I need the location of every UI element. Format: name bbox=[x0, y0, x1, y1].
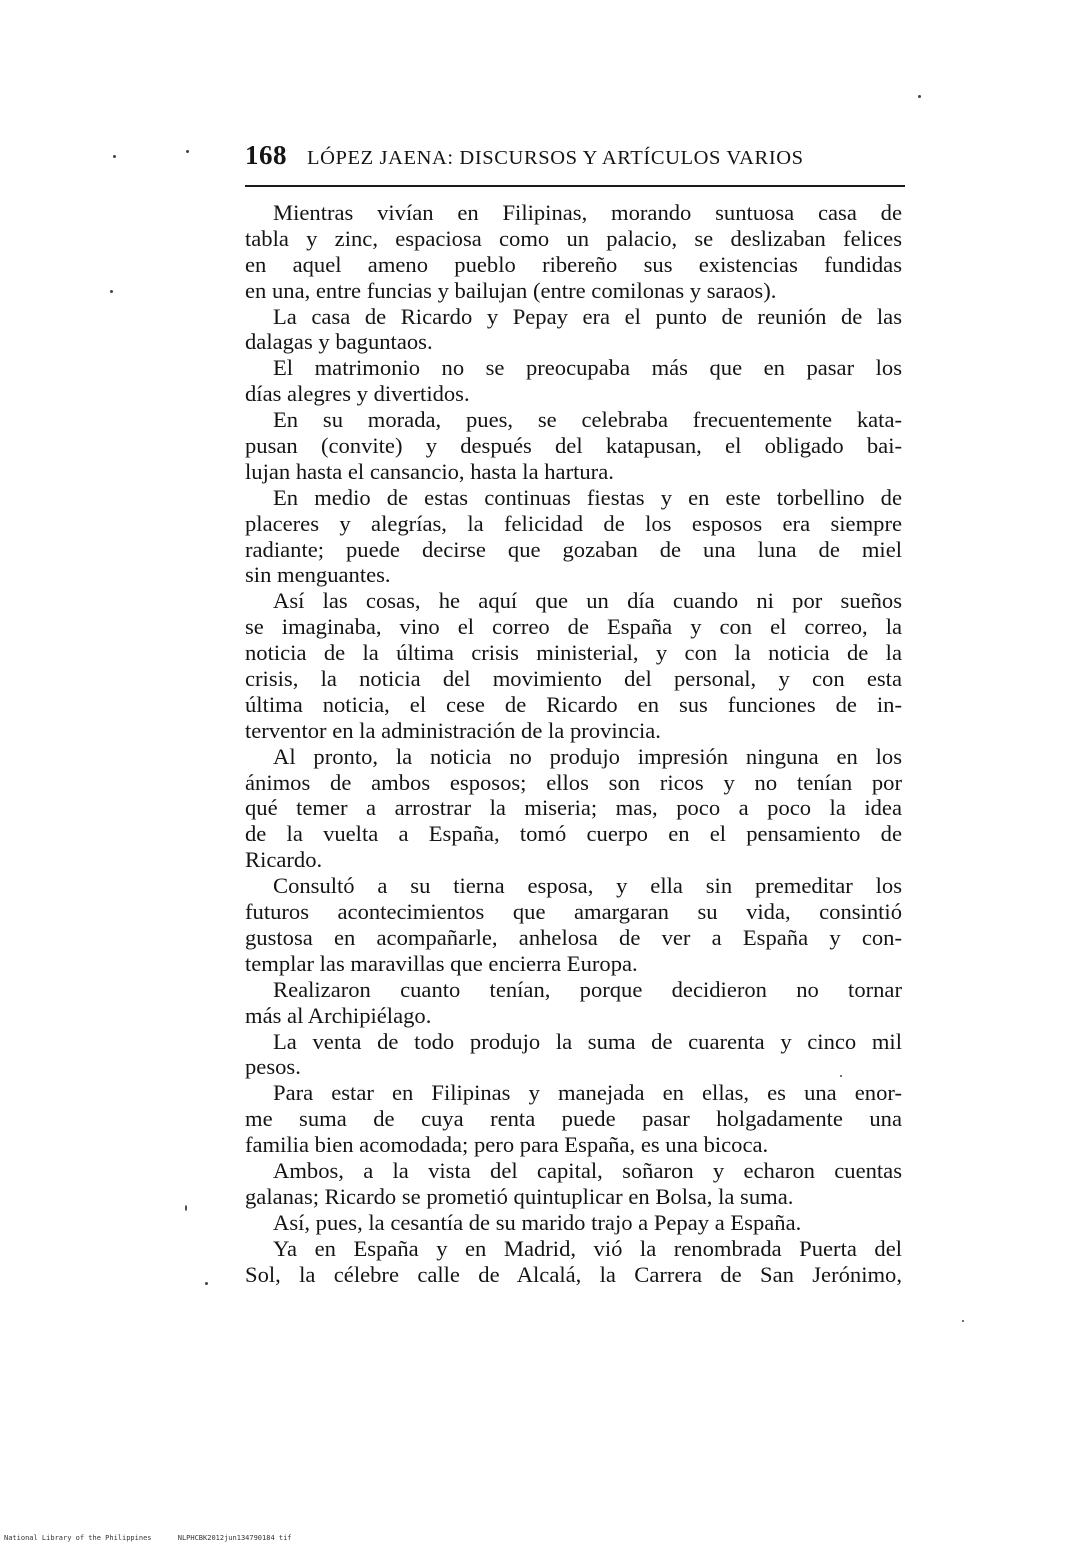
running-head: LÓPEZ JAENA: DISCURSOS Y ARTÍCULOS VARIOS bbox=[307, 147, 804, 169]
text-line: En su morada, pues, se celebraba frecuentemente kata- bbox=[273, 407, 902, 433]
scan-footer bbox=[4, 1534, 314, 1542]
text-line: me suma de cuya renta puede pasar holgadamente una bbox=[245, 1106, 902, 1132]
text-line: Ya en España y en Madrid, vió la renombrada Puerta del bbox=[273, 1235, 902, 1261]
text-line: Al pronto, la noticia no produjo impresión ninguna en los bbox=[273, 743, 902, 769]
text-line: lujan hasta el cansancio, hasta la hartura. bbox=[245, 458, 614, 484]
library-credit: National Library of the Philippines bbox=[4, 1534, 152, 1542]
text-line: futuros acontecimientos que amargaran su vida, consintió bbox=[245, 899, 902, 925]
text-line: Así las cosas, he aquí que un día cuando ni por sueños bbox=[273, 588, 902, 614]
text-line: se imaginaba, vino el correo de España y con el correo, la bbox=[245, 614, 902, 640]
text-line: Consultó a su tierna esposa, y ella sin premeditar los bbox=[273, 873, 902, 899]
text-line: Realizaron cuanto tenían, porque decidieron no tornar bbox=[273, 976, 902, 1002]
text-line: en una, entre funcias y bailujan (entre comilonas y saraos). bbox=[245, 277, 777, 303]
page-header bbox=[245, 140, 905, 187]
text-line: ánimos de ambos esposos; ellos son ricos y no tenían por bbox=[245, 769, 902, 795]
text-line: radiante; puede decirse que gozaban de una luna de miel bbox=[245, 536, 902, 562]
scan-speck bbox=[110, 290, 113, 293]
scan-speck bbox=[918, 95, 921, 98]
text-line: dalagas y baguntaos. bbox=[245, 329, 433, 355]
text-line: Sol, la célebre calle de Alcalá, la Carrera de San Jerónimo, bbox=[245, 1261, 902, 1287]
text-line: de la vuelta a España, tomó cuerpo en el pensamiento de bbox=[245, 821, 902, 847]
text-line: terventor en la administración de la provincia. bbox=[245, 717, 661, 743]
text-line: La casa de Ricardo y Pepay era el punto de reunión de las bbox=[273, 303, 902, 329]
page-number: 168 bbox=[245, 140, 287, 170]
scan-speck bbox=[185, 1205, 187, 1211]
scan-speck bbox=[962, 1320, 964, 1322]
text-line: Mientras vivían en Filipinas, morando suntuosa casa de bbox=[273, 200, 902, 225]
text-line: gustosa en acompañarle, anhelosa de ver a España y con- bbox=[245, 924, 902, 950]
text-line: templar las maravillas que encierra Europa. bbox=[245, 950, 638, 976]
scan-speck bbox=[186, 150, 189, 153]
text-line: en aquel ameno pueblo ribereño sus existencias fundidas bbox=[245, 251, 902, 277]
text-line: pusan (convite) y después del katapusan, el obligado bai- bbox=[245, 433, 902, 459]
text-line: Para estar en Filipinas y manejada en ellas, es una enor- bbox=[273, 1080, 902, 1106]
text-line: sin menguantes. bbox=[245, 562, 391, 588]
scan-speck bbox=[113, 155, 116, 158]
text-line: última noticia, el cese de Ricardo en sus funciones de in- bbox=[245, 691, 902, 717]
text-line: galanas; Ricardo se prometió quintuplicar en Bolsa, la suma. bbox=[245, 1183, 794, 1209]
text-line: En medio de estas continuas fiestas y en este torbellino de bbox=[273, 484, 902, 510]
body-text bbox=[245, 200, 902, 1287]
text-line: días alegres y divertidos. bbox=[245, 381, 470, 407]
scan-speck bbox=[840, 1075, 842, 1077]
text-line: Ricardo. bbox=[245, 847, 323, 873]
text-line: noticia de la última crisis ministerial, y con la noticia de la bbox=[245, 640, 902, 666]
text-line: más al Archipiélago. bbox=[245, 1002, 432, 1028]
text-line: Así, pues, la cesantía de su marido trajo a Pepay a España. bbox=[273, 1209, 802, 1235]
text-line: placeres y alegrías, la felicidad de los esposos era siempre bbox=[245, 510, 902, 536]
text-line: qué temer a arrostrar la miseria; mas, poco a poco la idea bbox=[245, 795, 902, 821]
text-line: La venta de todo produjo la suma de cuarenta y cinco mil bbox=[273, 1028, 902, 1054]
scan-speck bbox=[205, 1282, 208, 1285]
text-line: El matrimonio no se preocupaba más que en pasar los bbox=[273, 355, 902, 381]
text-line: pesos. bbox=[245, 1054, 301, 1080]
text-line: tabla y zinc, espaciosa como un palacio, se deslizaban felices bbox=[245, 225, 902, 251]
text-line: Ambos, a la vista del capital, soñaron y echaron cuentas bbox=[273, 1157, 902, 1183]
scan-id: NLPHCBK2012jun134790184 tif bbox=[177, 1534, 292, 1542]
text-line: familia bien acomodada; pero para España, es una bicoca. bbox=[245, 1132, 769, 1158]
text-line: crisis, la noticia del movimiento del personal, y con esta bbox=[245, 666, 902, 692]
